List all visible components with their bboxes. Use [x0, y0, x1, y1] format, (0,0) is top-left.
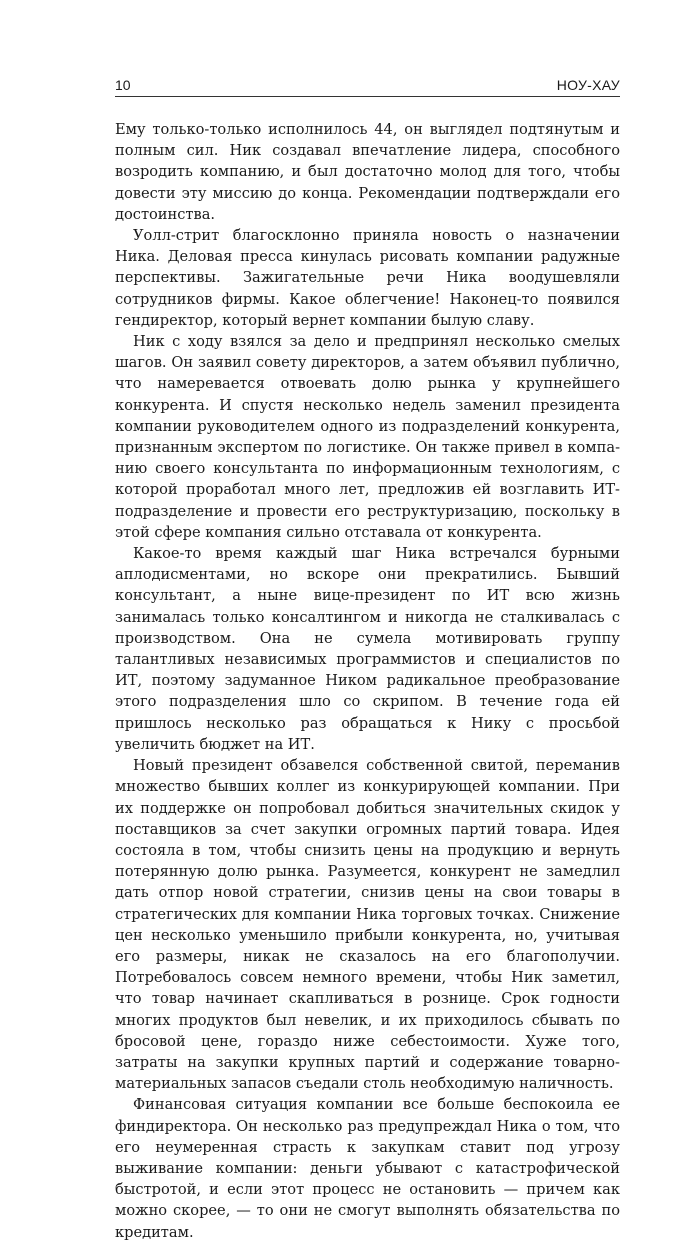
paragraph: Ему только-только исполнилось 44, он выглядел подтянутым и полным сил. Ник создавал впечатление лидера, способного возродить компанию, и был достаточно молод для того, чтобы довести эту миссию до конца. Рекомендации подтверждали его достоинства. — [115, 121, 620, 223]
page-header — [115, 75, 620, 95]
paragraph: Ник с ходу взялся за дело и предпринял несколько смелых шагов. Он заявил совету директоров, а затем объявил публично, что намеревается отвоевать долю рынка у крупнейшего конкурента. И спустя несколько недель заменил президента компании руководителем одного из подразделений конкурента, признанным экспертом по логистике. Он также привел в компанию своего консультанта по информационным технологиям, с которой проработал много лет, предложив ей возглавить ИТ-подразделение и провести его реструктуризацию, поскольку в этой сфере компания сильно отставала от конкурента. — [115, 333, 620, 541]
paragraph: Новый президент обзавелся собственной свитой, переманив множество бывших коллег из конкурирующей компании. При их поддержке он попробовал добиться значительных скидок у поставщиков за счет закупки огромных партий товара. Идея состояла в том, чтобы снизить цены на продукцию и вернуть потерянную долю рынка. Разумеется, конкурент не замедлил дать отпор новой стратегии, снизив цены на свои товары в стратегических для компании Ника торговых точках. Снижение цен несколько уменьшило прибыли конкурента, но, учитывая его размеры, никак не сказалось на его благополучии. Потребовалось совсем немного времени, чтобы Ник заметил, что товар начинает скапливаться в рознице. Срок годности многих продуктов был невелик, и их приходилось сбывать по бросовой цене, гораздо ниже себестоимости. Хуже того, затраты на закупки крупных партий и содержание товарно-материальных запасов съедали столь необходимую наличность. — [115, 757, 620, 1093]
body-text — [115, 119, 620, 1243]
paragraph: Какое-то время каждый шаг Ника встречался бурными аплодисментами, но вскоре они прекратились. Бывший консультант, а ныне вице-президент по ИТ всю жизнь занималась только консалтингом и никогда не сталкивалась с производством. Она не сумела мотивировать группу талантливых независимых программистов и специалистов по ИТ, поэтому задуманное Ником радикальное преобразование этого подразделения шло со скрипом. В течение года ей пришлось несколько раз обращаться к Нику с просьбой увеличить бюджет на ИТ. — [115, 545, 620, 753]
paragraph: Уолл-стрит благосклонно приняла новость о назначении Ника. Деловая пресса кинулась рисовать компании радужные перспективы. Зажигательные речи Ника воодушевляли сотрудников фирмы. Какое облегчение! Наконец-то появился гендиректор, который вернет компании былую славу. — [115, 227, 620, 329]
page-number: 10 — [115, 77, 131, 93]
running-head: НОУ-ХАУ — [556, 77, 620, 93]
header-rule — [115, 96, 620, 97]
paragraph: Финансовая ситуация компании все больше беспокоила ее финдиректора. Он несколько раз предупреждал Ника о том, что его неумеренная страсть к закупкам ставит под угрозу выживание компании: деньги убывают с катастрофической быстротой, и если этот процесс не остановить — причем как можно скорее, — то они не смогут выполнять обязательства по кредитам. — [115, 1096, 620, 1241]
